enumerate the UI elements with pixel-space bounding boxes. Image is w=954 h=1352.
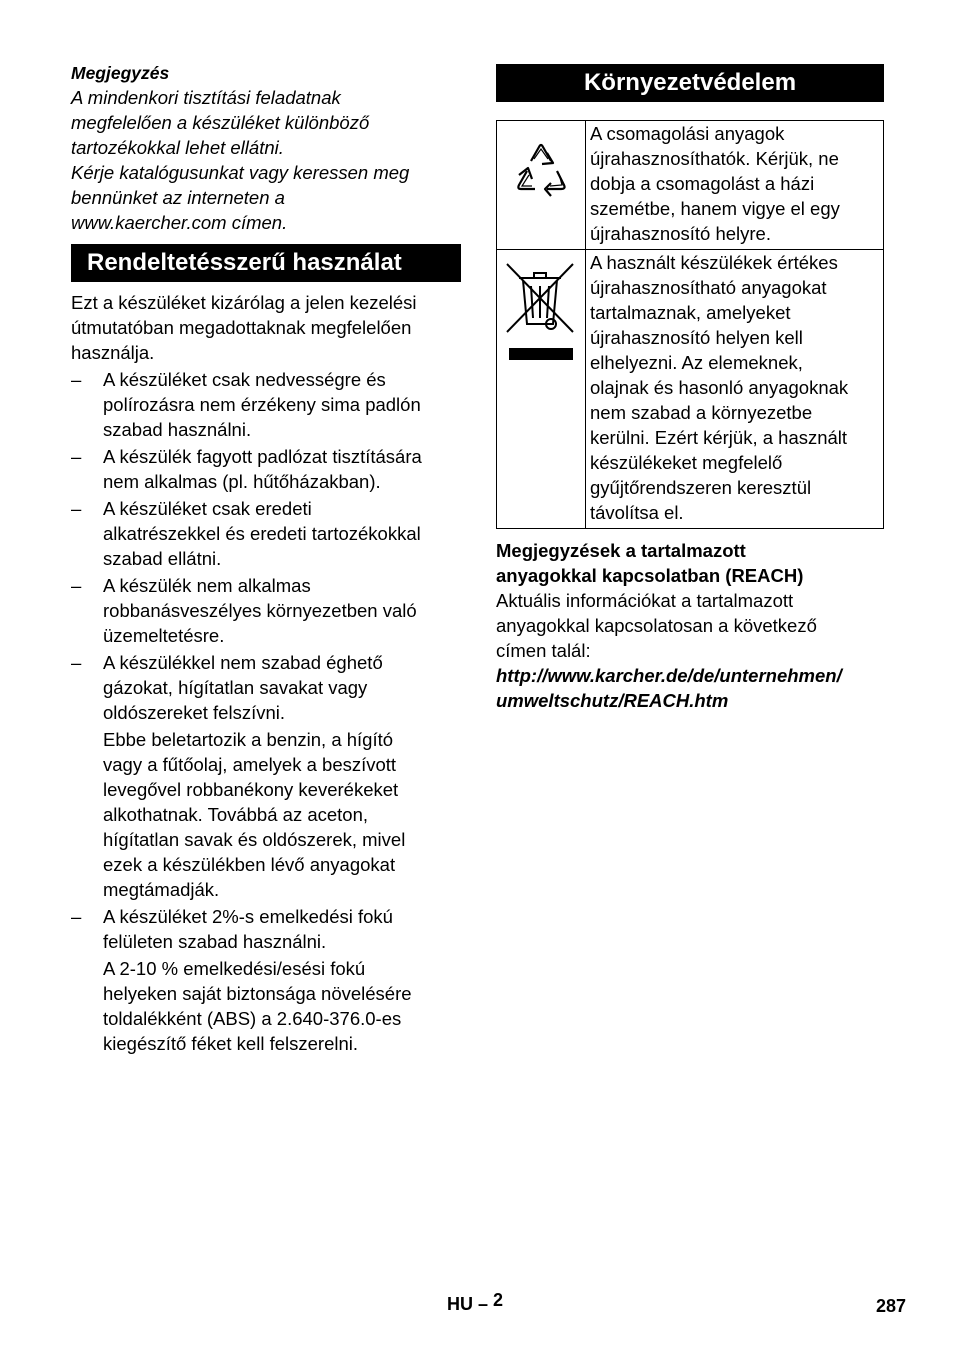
environment-table bbox=[496, 120, 884, 529]
dash-bullet: – bbox=[71, 369, 82, 390]
item-line: polírozásra nem érzékeny sima padlón bbox=[103, 394, 421, 415]
reach-body-line: anyagokkal kapcsolatosan a következő bbox=[496, 615, 817, 636]
dash-bullet: – bbox=[71, 498, 82, 519]
sub-line: hígítatlan savak és oldószerek, mivel bbox=[103, 829, 406, 850]
sub-line: helyeken saját biztonsága növelésére bbox=[103, 983, 412, 1004]
item-line: A készüléket 2%-s emelkedési fokú bbox=[103, 906, 393, 927]
cell-line: elhelyezni. Az elemeknek, bbox=[590, 352, 803, 373]
footer-dash: – bbox=[478, 1294, 489, 1314]
sub-line: megtámadják. bbox=[103, 879, 220, 900]
cell-line: gyűjtőrendszeren keresztül bbox=[590, 477, 812, 498]
crossed-bin-icon bbox=[501, 256, 581, 368]
icon-cell bbox=[497, 121, 586, 250]
cell-line: újrahasznosító helyen kell bbox=[590, 327, 803, 348]
list-item bbox=[71, 496, 461, 571]
item-line: szabad használni. bbox=[103, 419, 252, 440]
item-line: A készülék fagyott padlózat tisztítására bbox=[103, 446, 422, 467]
reach-title: Megjegyzések a tartalmazott bbox=[496, 540, 746, 561]
item-line: robbanásveszélyes környezetben való bbox=[103, 600, 417, 621]
sub-line: ezek a készülékben lévő anyagokat bbox=[103, 854, 396, 875]
left-column bbox=[71, 62, 461, 1056]
cell-line: olajnak és hasonló anyagoknak bbox=[590, 377, 849, 398]
note-line: tartozékokkal lehet ellátni. bbox=[71, 137, 284, 158]
intro-line: használja. bbox=[71, 342, 155, 363]
item-line: alkatrészekkel és eredeti tartozékokkal bbox=[103, 523, 421, 544]
table-row bbox=[497, 121, 884, 250]
intended-use-list bbox=[71, 367, 461, 1056]
reach-body-line: Aktuális információkat a tartalmazott bbox=[496, 590, 794, 611]
item-line: gázokat, hígítatlan savakat vagy bbox=[103, 677, 368, 698]
note-line: megfelelően a készüléket különböző bbox=[71, 112, 370, 133]
cell-line: újrahasznosíthatók. Kérjük, ne bbox=[590, 148, 839, 169]
list-item bbox=[71, 904, 461, 954]
footer-section-number: 2 bbox=[493, 1290, 504, 1310]
cell-line: szemétbe, hanem vigye el egy bbox=[590, 198, 840, 219]
cell-line: tartalmaznak, amelyeket bbox=[590, 302, 791, 323]
dash-bullet: – bbox=[71, 446, 82, 467]
text-cell bbox=[586, 250, 884, 529]
item-line: A készülék nem alkalmas bbox=[103, 575, 311, 596]
page-number: 287 bbox=[876, 1296, 907, 1316]
table-row bbox=[497, 250, 884, 529]
icon-cell bbox=[497, 250, 586, 529]
cell-line: újrahasznosítható anyagokat bbox=[590, 277, 827, 298]
dash-bullet: – bbox=[71, 575, 82, 596]
right-column bbox=[496, 64, 884, 713]
item-line: üzemeltetésre. bbox=[103, 625, 225, 646]
intended-use-intro bbox=[71, 290, 461, 365]
sub-paragraph bbox=[71, 727, 461, 902]
reach-link[interactable]: http://www.karcher.de/de/unternehmen/ bbox=[496, 665, 842, 686]
intro-line: Ezt a készüléket kizárólag a jelen kezelési bbox=[71, 292, 417, 313]
item-line: szabad ellátni. bbox=[103, 548, 222, 569]
dash-bullet: – bbox=[71, 652, 82, 673]
reach-section bbox=[496, 538, 884, 713]
sub-line: levegővel robbanékony keverékeket bbox=[103, 779, 399, 800]
item-line: felületen szabad használni. bbox=[103, 931, 327, 952]
cell-line: A használt készülékek értékes bbox=[590, 252, 838, 273]
item-line: A készüléket csak eredeti bbox=[103, 498, 312, 519]
list-item bbox=[71, 573, 461, 648]
cell-line: újrahasznosító helyre. bbox=[590, 223, 771, 244]
intended-use-heading: Rendeltetésszerű használat bbox=[71, 244, 461, 282]
note-link-line: www.kaercher.com címen. bbox=[71, 212, 288, 233]
sub-line: Ebbe beletartozik a benzin, a hígító bbox=[103, 729, 394, 750]
footer-section-label bbox=[447, 1290, 504, 1315]
note-line: bennünket az interneten a bbox=[71, 187, 285, 208]
list-item bbox=[71, 367, 461, 442]
list-item bbox=[71, 650, 461, 725]
item-line: A készülékkel nem szabad éghető bbox=[103, 652, 383, 673]
sub-line: vagy a fűtőolaj, amelyek a beszívott bbox=[103, 754, 397, 775]
reach-title: anyagokkal kapcsolatban (REACH) bbox=[496, 565, 804, 586]
item-line: nem alkalmas (pl. hűtőházakban). bbox=[103, 471, 381, 492]
cell-line: dobja a csomagolást a házi bbox=[590, 173, 815, 194]
cell-line: kerülni. Ezért kérjük, a használt bbox=[590, 427, 848, 448]
sub-line: toldalékként (ABS) a 2.640-376.0-es bbox=[103, 1008, 402, 1029]
reach-body-line: címen talál: bbox=[496, 640, 591, 661]
note-title: Megjegyzés bbox=[71, 63, 170, 83]
note-line: A mindenkori tisztítási feladatnak bbox=[71, 87, 341, 108]
environment-heading: Környezetvédelem bbox=[496, 64, 884, 102]
item-line: A készüléket csak nedvességre és bbox=[103, 369, 386, 390]
text-cell bbox=[586, 121, 884, 250]
item-line: oldószereket felszívni. bbox=[103, 702, 286, 723]
intro-line: útmutatóban megadottaknak megfelelően bbox=[71, 317, 412, 338]
note-body bbox=[71, 85, 461, 235]
sub-line: alkothatnak. Továbbá az aceton, bbox=[103, 804, 369, 825]
sub-paragraph bbox=[71, 956, 461, 1056]
footer-lang: HU bbox=[447, 1294, 473, 1314]
recycle-icon bbox=[501, 131, 581, 211]
cell-line: A csomagolási anyagok bbox=[590, 123, 785, 144]
cell-line: készülékeket megfelelő bbox=[590, 452, 783, 473]
cell-line: nem szabad a környezetbe bbox=[590, 402, 813, 423]
dash-bullet: – bbox=[71, 906, 82, 927]
sub-line: A 2-10 % emelkedési/esési fokú bbox=[103, 958, 366, 979]
sub-line: kiegészítő féket kell felszerelni. bbox=[103, 1033, 359, 1054]
cell-line: távolítsa el. bbox=[590, 502, 684, 523]
list-item bbox=[71, 444, 461, 494]
reach-link[interactable]: umweltschutz/REACH.htm bbox=[496, 690, 729, 711]
note-line: Kérje katalógusunkat vagy keressen meg bbox=[71, 162, 410, 183]
